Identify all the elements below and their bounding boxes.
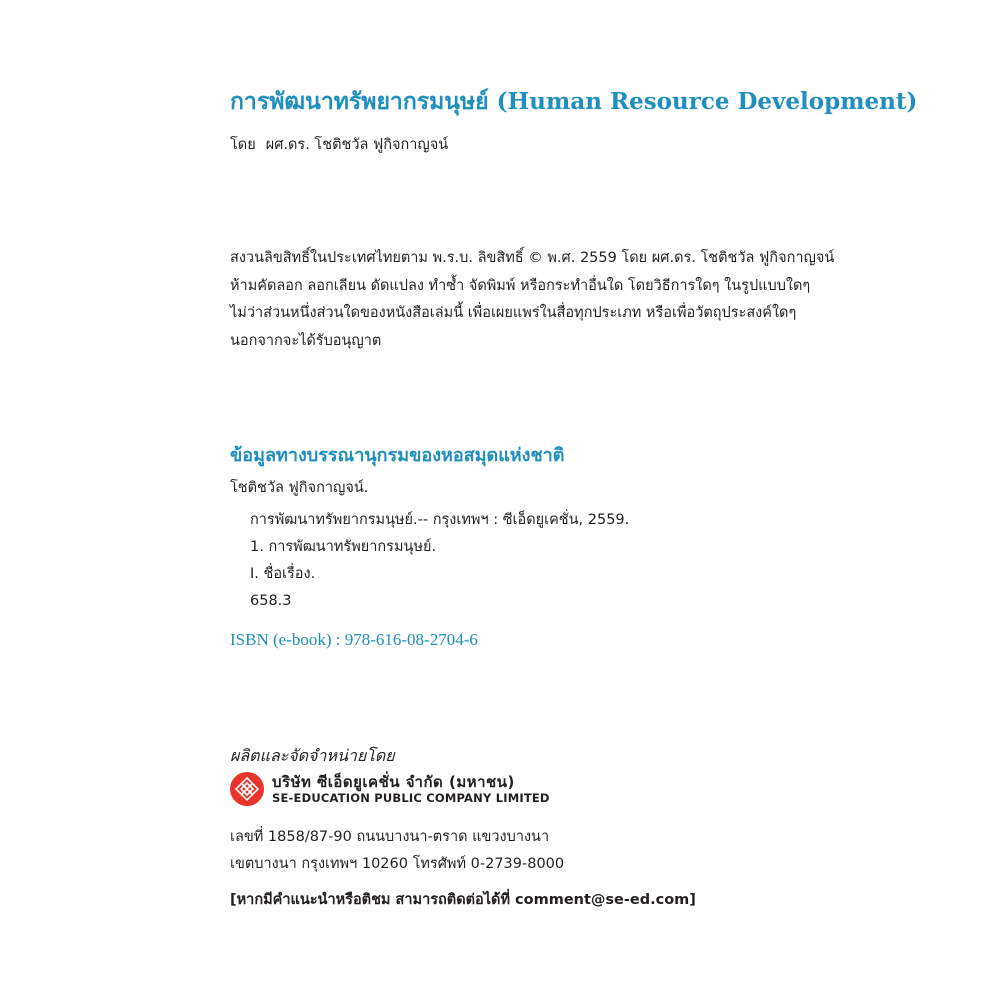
catalog-author: โชติชวัล ฟูกิจกาญจน์.: [230, 480, 369, 496]
copyright-line: ไม่ว่าส่วนหนึ่งส่วนใดของหนังสือเล่มนี้ เพื่อเผยแพร่ในสื่อทุกประเภท หรือเพื่อวัตถุประสงค์ใดๆ: [230, 305, 797, 321]
book-title: การพัฒนาทรัพยากรมนุษย์ (Human Resource Development): [230, 88, 918, 115]
address-line: เลขที่ 1858/87-90 ถนนบางนา-ตราด แขวงบางนา: [230, 829, 550, 845]
isbn: ISBN (e-book) : 978-616-08-2704-6: [230, 630, 478, 649]
catalog-entry: การพัฒนาทรัพยากรมนุษย์.-- กรุงเทพฯ : ซีเอ็ดยูเคชั่น, 2559.: [250, 512, 630, 528]
author-prefix: โดย: [230, 137, 256, 153]
contact-note: [หากมีคำแนะนำหรือติชม สามารถติดต่อได้ที่ comment@se-ed.com]: [230, 892, 696, 908]
publisher-address: [230, 824, 564, 878]
catalog-subject: 1. การพัฒนาทรัพยากรมนุษย์.: [250, 539, 437, 555]
copyright-line: นอกจากจะได้รับอนุญาต: [230, 332, 382, 349]
publisher-logo-icon: [230, 772, 264, 806]
publisher-name-th: บริษัท ซีเอ็ดยูเคชั่น จำกัด (มหาชน): [272, 773, 515, 791]
copyright-line: สงวนลิขสิทธิ์ในประเทศไทยตาม พ.ร.บ. ลิขสิทธิ์ © พ.ศ. 2559 โดย ผศ.ดร. โชติชวัล ฟูกิจกาญจน์: [230, 250, 835, 266]
author-line: [230, 133, 448, 156]
author-name: ผศ.ดร. โชติชวัล ฟูกิจกาญจน์: [265, 137, 449, 153]
publisher-name-en: SE-EDUCATION PUBLIC COMPANY LIMITED: [272, 791, 550, 805]
catalog-details: [250, 507, 629, 615]
publisher-brand: [230, 772, 550, 806]
address-line: เขตบางนา กรุงเทพฯ 10260 โทรศัพท์ 0-2739-8000: [230, 856, 565, 872]
catalog-heading: ข้อมูลทางบรรณานุกรมของหอสมุดแห่งชาติ: [230, 445, 565, 466]
publisher-names: [272, 773, 550, 805]
copyright-line: ห้ามคัดลอก ลอกเลียน ดัดแปลง ทำซ้ำ จัดพิมพ์ หรือกระทำอื่นใด โดยวิธีการใดๆ ในรูปแบบใดๆ: [230, 277, 811, 294]
copyright-notice: [230, 245, 834, 355]
catalog-title-entry: I. ชื่อเรื่อง.: [250, 566, 316, 582]
catalog-class-number: 658.3: [250, 593, 292, 609]
produced-by-label: ผลิตและจัดจำหน่ายโดย: [230, 746, 395, 765]
